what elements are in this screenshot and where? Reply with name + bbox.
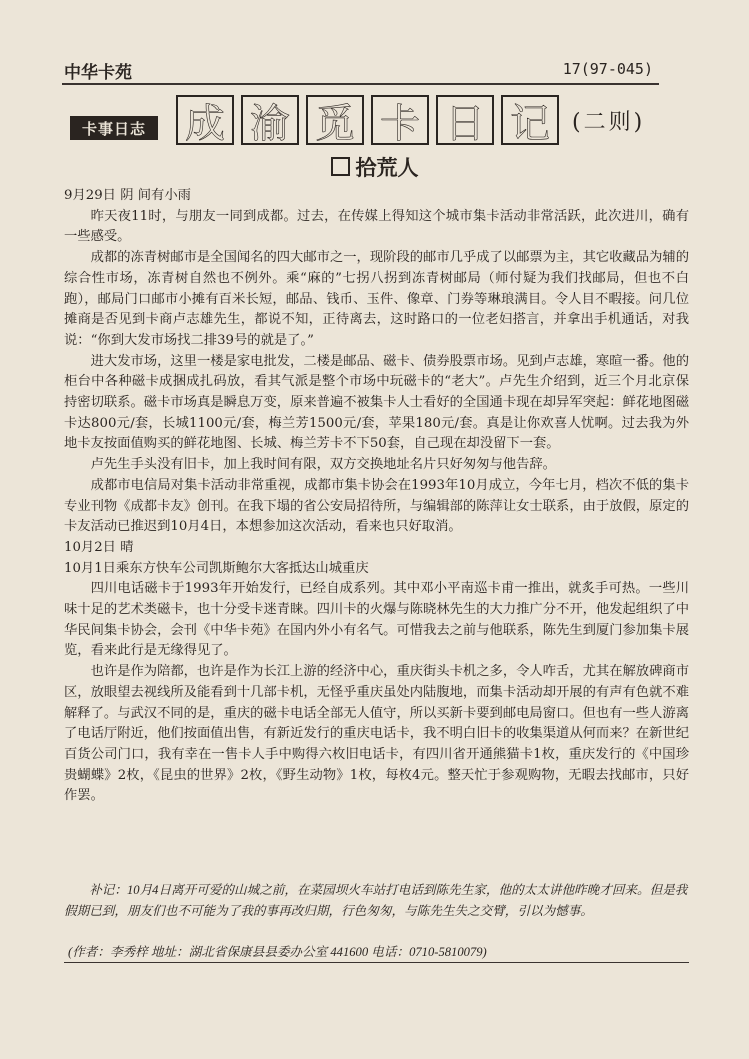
author-contact: (作者：李秀梓 地址：湖北省保康县县委办公室 441600 电话：0710-5810079) xyxy=(68,945,487,959)
paragraph: 成都的冻青树邮市是全国闻名的四大邮市之一，现阶段的邮市几乎成了以邮票为主，其它收藏品为辅的综合性市场，冻青树自然也不例外。乘“麻的”七拐八拐到冻青树邮局（师付疑为我们找邮局，但也不白跑），邮局门口邮市小摊有百米长短，邮品、钱币、玉件、像章、门券等琳琅满目。令人目不暇接。问几位摊商是否见到卡商卢志雄先生，都说不知，正待离去，这时路口的一位老妇搭言，并拿出手机通话，对我说：“你到大发市场找二排39号的就是了。” xyxy=(64,250,689,348)
entry-date: 10月2日 晴 xyxy=(64,539,134,555)
contact-rule xyxy=(64,962,689,963)
title-char: 卡 xyxy=(371,95,429,145)
paragraph: 成都市电信局对集卡活动非常重视，成都市集卡协会在1993年10月成立，今年七月，档次不低的集卡专业刊物《成都卡友》创刊。在我下塌的省公安局招待所，与编辑部的陈萍让女士联系，由于放假，原定的卡友活动已推迟到10月4日，本想参加这次活动，看来也只好取消。 xyxy=(64,477,689,535)
paragraph: 四川电话磁卡于1993年开始发行，已经自成系列。其中邓小平南巡卡甫一推出，就炙手可热。一些川味十足的艺术类磁卡，也十分受卡迷青睐。四川卡的火爆与陈晓林先生的大力推广分不开，他发起组织了中华民间集卡协会，会刊《中华卡苑》在国内外小有名气。可惜我去之前与他联系，陈先生到厦门参加集卡展览，看来此行是无缘得见了。 xyxy=(64,581,689,659)
paragraph: 进大发市场，这里一楼是家电批发，二楼是邮品、磁卡、债券股票市场。见到卢志雄，寒暄一番。他的柜台中各种磁卡成捆成扎码放，看其气派是整个市场中玩磁卡的“老大”。卢先生介绍到，近三个月北京保持密切联系。磁卡市场真是瞬息万变，原来普遍不被集卡人士看好的全国通卡现在却异军突起：鲜花地图磁卡达800元/套，长城1100元/套，梅兰芳1500元/套，苹果180元/套。真是让你欢喜人忧啊。过去我为外地卡友按面值购买的鲜花地图、长城、梅兰芳卡不下50套，自己现在却没留下一套。 xyxy=(64,353,689,452)
paragraph: 10月1日乘东方快车公司凯斯鲍尔大客抵达山城重庆 xyxy=(64,560,369,576)
article-body xyxy=(64,186,689,807)
entry-date: 9月29日 阴 间有小雨 xyxy=(64,188,191,203)
publication-name: 中华卡苑 xyxy=(64,63,132,83)
title-char: 日 xyxy=(436,95,494,145)
issue-number: 17(97-045) xyxy=(562,60,653,78)
column-label: 卡事日志 xyxy=(70,116,158,140)
postscript-text: 补记：10月4日离开可爱的山城之前，在菜园坝火车站打电话到陈先生家，他的太太讲他昨晚才回来。但是我假期已到，朋友们也不可能为了我的事再改归期，行色匆匆，与陈先生失之交臂，引以为憾事。 xyxy=(64,883,688,918)
title-char: 觅 xyxy=(306,95,364,145)
header-rule xyxy=(62,83,659,85)
title-char: 渝 xyxy=(241,95,299,145)
author-box-icon xyxy=(331,157,350,176)
paragraph: 卢先生手头没有旧卡，加上我时间有限，双方交换地址名片只好匆匆与他告辞。 xyxy=(90,457,556,473)
paragraph: 昨天夜11时，与朋友一同到成都。过去，在传媒上得知这个城市集卡活动非常活跃，此次进川，确有一些感受。 xyxy=(64,208,689,245)
title-char: 记 xyxy=(501,95,559,145)
title-char: 成 xyxy=(176,95,234,145)
postscript xyxy=(64,880,689,922)
paragraph: 也许是作为陪都，也许是作为长江上游的经济中心，重庆街头卡机之多，令人咋舌，尤其在解放碑商市区，放眼望去视线所及能看到十几部卡机，无怪乎重庆虽处内陆腹地，而集卡活动却开展的有声有色就不难解释了。与武汉不同的是，重庆的磁卡电话全部无人值守，所以买新卡要到邮电局窗口。但也有一些人游离了电话厅附近，他们按面值出售，有新近发行的重庆电话卡，我不明白旧卡的收集渠道从何而来？在新世纪百货公司门口，我有幸在一售卡人手中购得六枚旧电话卡，有四川省开通熊猫卡1枚，重庆发行的《中国珍贵蝴蝶》2枚，《昆虫的世界》2枚，《野生动物》1枚，每枚4元。整天忙于参观购物，无暇去找邮市，只好作罢。 xyxy=(64,664,689,804)
title-suffix: (二则) xyxy=(572,109,646,135)
author-line xyxy=(0,152,749,182)
author-name: 拾荒人 xyxy=(355,156,419,180)
article-title xyxy=(176,95,645,145)
